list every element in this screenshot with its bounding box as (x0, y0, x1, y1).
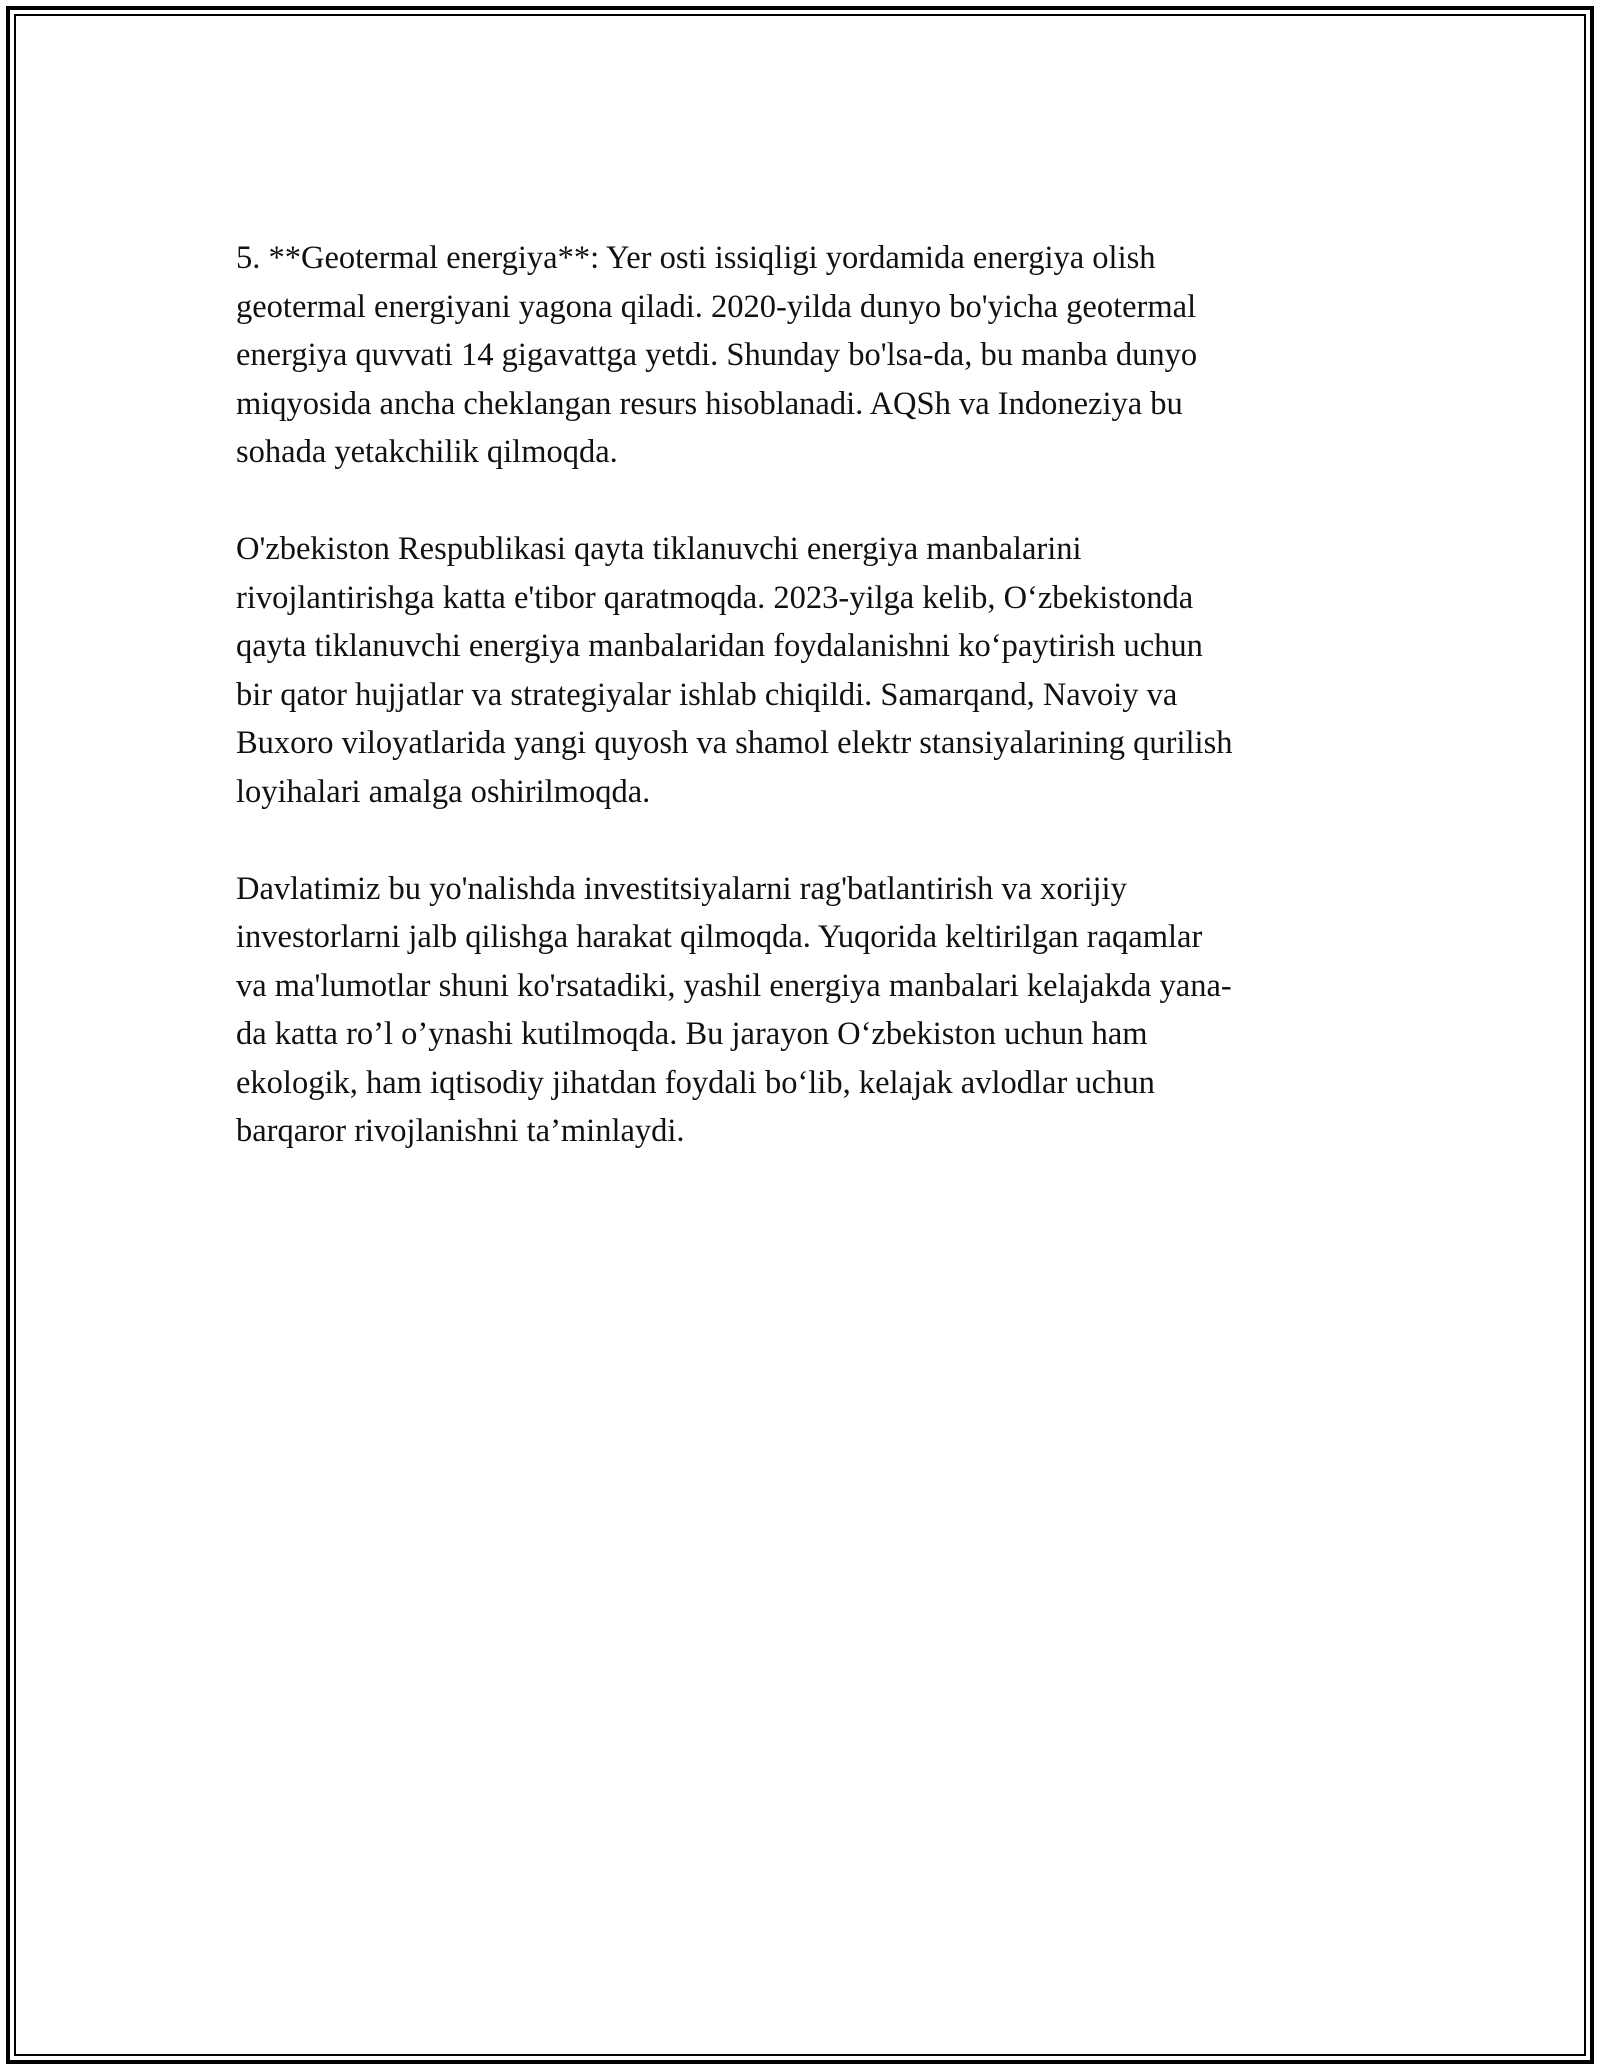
paragraph-investment (236, 865, 1366, 1156)
text-line: sohada yetakchilik qilmoqda. (236, 434, 618, 470)
text-line: ekologik, ham iqtisodiy jihatdan foydali bo‘lib, kelajak avlodlar uchun (236, 1064, 1155, 1101)
text-line: geotermal energiyani yagona qiladi. 2020-yilda dunyo bo'yicha geotermal (236, 288, 1197, 325)
text-line: energiya quvvati 14 gigavattga yetdi. Shunday bo'lsa-da, bu manba dunyo (236, 337, 1198, 373)
document-body (236, 234, 1366, 1204)
text-line: da katta ro’l o’ynashi kutilmoqda. Bu jarayon O‘zbekiston uchun ham (236, 1016, 1148, 1052)
text-line: bir qator hujjatlar va strategiyalar ishlab chiqildi. Samarqand, Navoiy va (236, 676, 1178, 713)
text-line: miqyosida ancha cheklangan resurs hisoblanadi. AQSh va Indoneziya bu (236, 385, 1183, 422)
text-line: rivojlantirishga katta e'tibor qaratmoqda. 2023-yilga kelib, O‘zbekistonda (236, 579, 1194, 616)
text-line: Davlatimiz bu yo'nalishda investitsiyalarni rag'batlantirish va xorijiy (236, 870, 1127, 907)
text-line: Buxoro viloyatlarida yangi quyosh va shamol elektr stansiyalarining qurilish (236, 725, 1233, 761)
text-line: qayta tiklanuvchi energiya manbalaridan foydalanishni ko‘paytirish uchun (236, 628, 1203, 664)
text-line: O'zbekiston Respublikasi qayta tiklanuvchi energiya manbalarini (236, 531, 1082, 567)
text-line: 5. **Geotermal energiya**: Yer osti issiqligi yordamida energiya olish (236, 240, 1156, 276)
paragraph-uzbekistan-renewables (236, 525, 1366, 816)
text-line: va ma'lumotlar shuni ko'rsatadiki, yashil energiya manbalari kelajakda yana- (236, 967, 1232, 1004)
text-line: loyihalari amalga oshirilmoqda. (236, 773, 651, 810)
paragraph-geothermal (236, 234, 1366, 477)
text-line: barqaror rivojlanishni ta’minlaydi. (236, 1113, 685, 1149)
text-line: investorlarni jalb qilishga harakat qilmoqda. Yuqorida keltirilgan raqamlar (236, 919, 1203, 955)
